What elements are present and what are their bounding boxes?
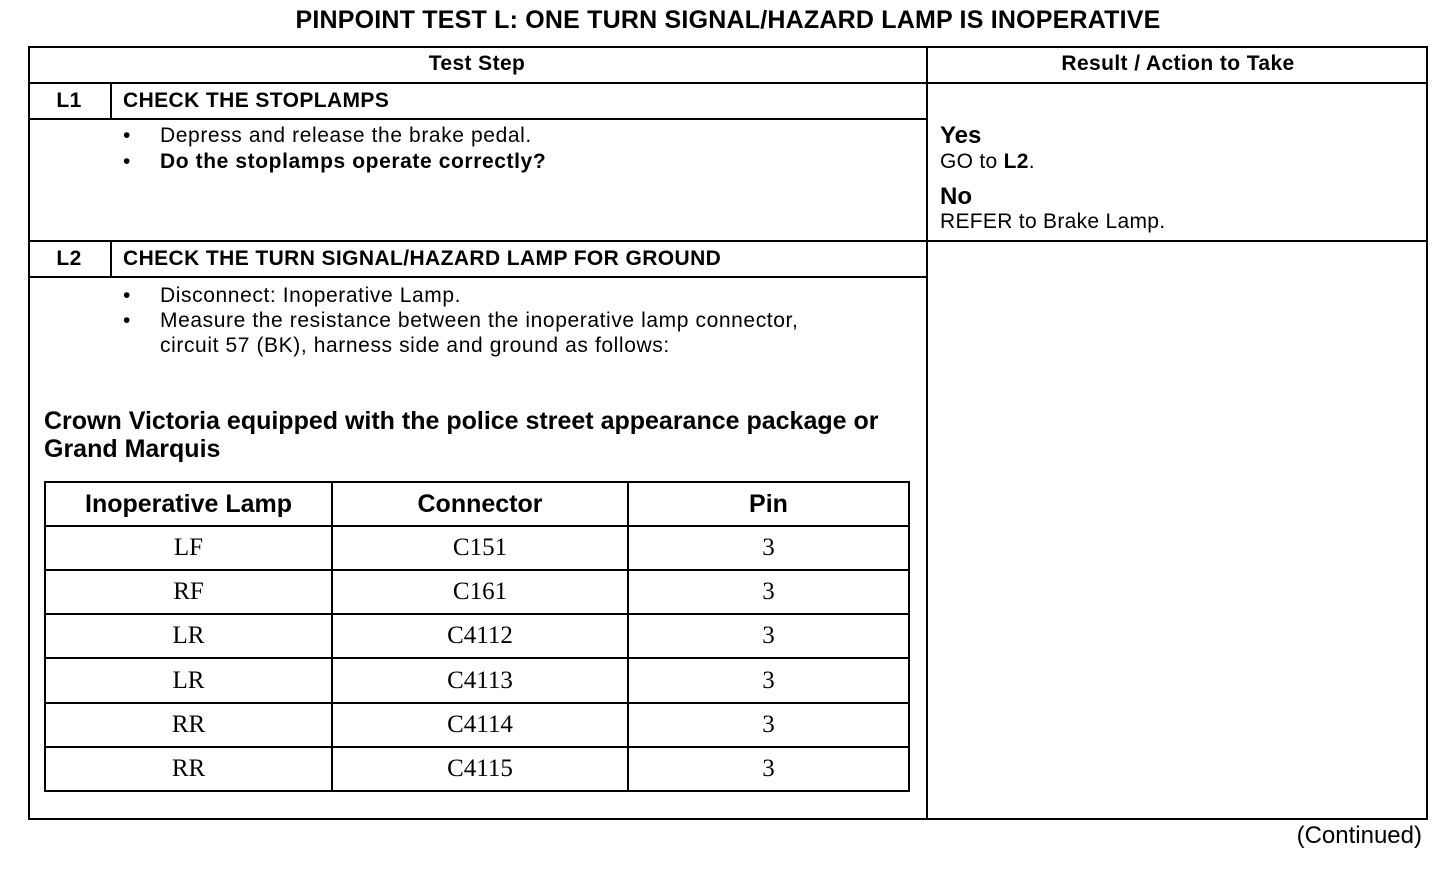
cell-pin: 3 xyxy=(628,747,909,791)
lamp-connector-table xyxy=(44,481,910,792)
cell-pin: 3 xyxy=(628,614,909,658)
cell-lamp: RR xyxy=(45,703,332,747)
page-title: PINPOINT TEST L: ONE TURN SIGNAL/HAZARD LAMP IS INOPERATIVE xyxy=(295,6,1161,34)
cell-connector: C4112 xyxy=(332,614,628,658)
result-yes-action: GO to L2. xyxy=(940,150,1035,173)
cell-connector: C151 xyxy=(332,526,628,570)
cell-pin: 3 xyxy=(628,703,909,747)
header-rule xyxy=(28,82,1428,84)
vehicle-subheading: Crown Victoria equipped with the police street appearance package or Grand Marquis xyxy=(44,407,879,463)
bullet-dot: • xyxy=(123,284,131,307)
table-row xyxy=(45,570,909,614)
table-row xyxy=(45,658,909,702)
step-id-l2: L2 xyxy=(56,247,82,270)
goto-target-l2[interactable]: L2 xyxy=(1003,150,1029,173)
cell-pin: 3 xyxy=(628,570,909,614)
column-divider xyxy=(926,46,928,820)
step-heading-l1: CHECK THE STOPLAMPS xyxy=(123,89,390,112)
cell-lamp: LF xyxy=(45,526,332,570)
l1-heading-rule xyxy=(28,118,928,120)
result-no-label: No xyxy=(940,183,972,210)
result-yes-label: Yes xyxy=(940,122,982,149)
cell-pin: 3 xyxy=(628,526,909,570)
l1-id-divider xyxy=(110,82,112,120)
col-header-pin: Pin xyxy=(628,482,909,526)
cell-connector: C161 xyxy=(332,570,628,614)
table-row xyxy=(45,526,909,570)
continued-label: (Continued) xyxy=(1296,822,1422,849)
l1-bullet-2-question: Do the stoplamps operate correctly? xyxy=(160,150,547,173)
cell-lamp: RF xyxy=(45,570,332,614)
cell-lamp: LR xyxy=(45,658,332,702)
step-id-l1: L1 xyxy=(56,89,82,112)
result-no-action: REFER to Brake Lamp. xyxy=(940,210,1166,233)
table-row xyxy=(45,614,909,658)
cell-lamp: LR xyxy=(45,614,332,658)
l2-bullet-2-cont: circuit 57 (BK), harness side and ground as follows: xyxy=(160,334,670,357)
col-header-connector: Connector xyxy=(332,482,628,526)
l2-bullet-1: Disconnect: Inoperative Lamp. xyxy=(160,284,462,307)
l2-id-divider xyxy=(110,240,112,278)
table-row xyxy=(45,747,909,791)
l1-bullet-1: Depress and release the brake pedal. xyxy=(160,124,532,147)
cell-connector: C4114 xyxy=(332,703,628,747)
bullet-dot: • xyxy=(123,124,131,147)
l2-bullet-2: Measure the resistance between the inoperative lamp connector, xyxy=(160,309,799,332)
cell-lamp: RR xyxy=(45,747,332,791)
step-heading-l2: CHECK THE TURN SIGNAL/HAZARD LAMP FOR GROUND xyxy=(123,247,722,270)
table-header-row xyxy=(45,482,909,526)
col-header-lamp: Inoperative Lamp xyxy=(45,482,332,526)
bullet-dot: • xyxy=(123,309,131,332)
cell-connector: C4113 xyxy=(332,658,628,702)
cell-pin: 3 xyxy=(628,658,909,702)
bullet-dot: • xyxy=(123,150,131,173)
result-header: Result / Action to Take xyxy=(1061,52,1295,75)
table-row xyxy=(45,703,909,747)
l2-heading-rule xyxy=(28,276,928,278)
test-step-header: Test Step xyxy=(428,52,526,75)
l1-end-rule xyxy=(28,240,1428,242)
cell-connector: C4115 xyxy=(332,747,628,791)
